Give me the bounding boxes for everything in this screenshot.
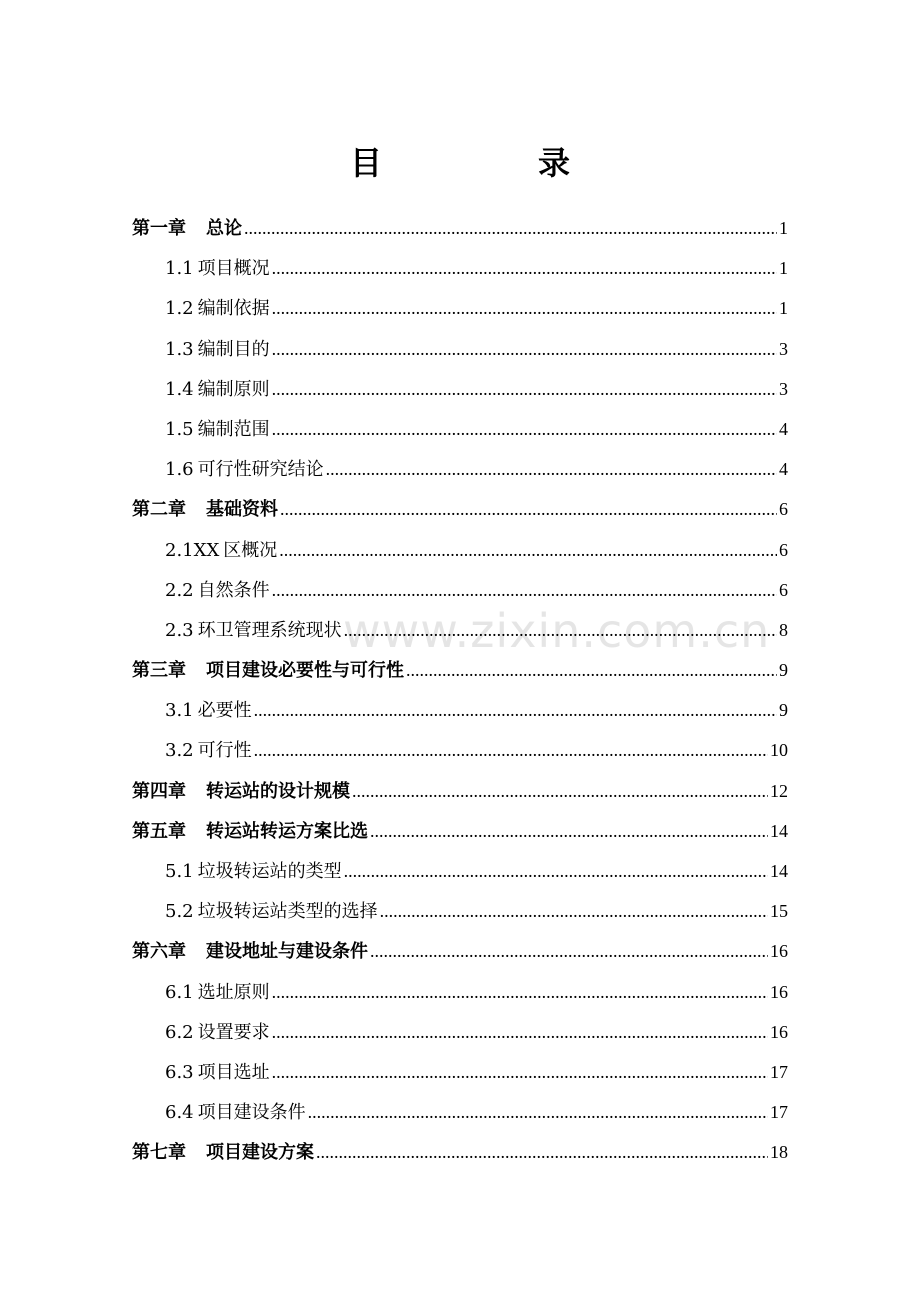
toc-page-number: 18: [770, 1142, 788, 1163]
toc-page-number: 10: [770, 740, 788, 761]
toc-entry-number: 2.1XX: [165, 539, 220, 561]
toc-dot-leader: [406, 650, 777, 690]
toc-entry-label: 选址原则: [197, 981, 270, 1003]
toc-dot-leader: [280, 489, 777, 529]
toc-page-number: 17: [770, 1061, 788, 1082]
toc-chapter-entry[interactable]: [132, 208, 788, 248]
toc-section-entry[interactable]: [132, 288, 788, 328]
toc-entry-number: 1.6: [165, 459, 194, 481]
toc-dot-leader: [370, 811, 768, 851]
toc-entry-label: 转运站的设计规模: [206, 780, 350, 802]
toc-dot-leader: [370, 931, 768, 971]
toc-section-entry[interactable]: [132, 972, 788, 1012]
toc-entry-number: 5.1: [165, 861, 194, 882]
toc-page-number: 1: [779, 218, 788, 238]
toc-dot-leader: [308, 1092, 768, 1132]
toc-dot-leader: [380, 891, 768, 931]
toc-entry-number: 6.2: [165, 1021, 194, 1043]
toc-dot-leader: [272, 369, 777, 409]
toc-page-number: 14: [770, 861, 788, 881]
toc-entry-label: 项目建设方案: [206, 1142, 314, 1164]
toc-dot-leader: [316, 1132, 768, 1172]
toc-entry-label: 项目建设条件: [197, 1102, 306, 1124]
toc-entry-number: 6.3: [165, 1061, 194, 1083]
toc-entry-label: 垃圾转运站的类型: [197, 861, 342, 882]
toc-dot-leader: [254, 690, 777, 730]
toc-entry-number: 第一章: [132, 218, 186, 239]
toc-section-entry[interactable]: [132, 730, 788, 770]
toc-section-entry[interactable]: [132, 409, 788, 449]
toc-dot-leader: [272, 329, 777, 369]
toc-page-number: 4: [779, 459, 788, 480]
toc-page-number: 12: [770, 780, 788, 801]
watermark: www.zixin.com.cn: [343, 604, 771, 658]
toc-entry-label: 环卫管理系统现状: [197, 619, 342, 641]
toc-entry-label: 项目概况: [197, 258, 270, 280]
toc-dot-leader: [272, 1052, 768, 1092]
toc-entry-number: 6.1: [165, 981, 194, 1003]
toc-section-entry[interactable]: [132, 1092, 788, 1132]
toc-entry-label: 编制范围: [197, 418, 270, 440]
toc-dot-leader: [344, 610, 777, 650]
toc-chapter-entry[interactable]: [132, 489, 788, 529]
toc-page-number: 15: [770, 901, 788, 922]
toc-entry-label: 必要性: [197, 700, 252, 722]
toc-page-number: 6: [779, 579, 788, 600]
toc-entry-label: 垃圾转运站类型的选择: [197, 901, 378, 923]
toc-chapter-entry[interactable]: [132, 650, 788, 690]
toc-section-entry[interactable]: [132, 369, 788, 409]
toc-dot-leader: [272, 1012, 768, 1052]
toc-dot-leader: [352, 771, 768, 811]
toc-entry-number: 第三章: [132, 660, 186, 682]
toc-entry-label: 建设地址与建设条件: [206, 941, 368, 963]
toc-section-entry[interactable]: [132, 690, 788, 730]
toc-entry-label: 可行性: [197, 740, 252, 762]
toc-chapter-entry[interactable]: [132, 771, 788, 811]
toc-page-number: 16: [770, 941, 788, 962]
toc-chapter-entry[interactable]: [132, 931, 788, 971]
toc-entry-number: 1.4: [165, 378, 194, 400]
toc-entry-number: 1.2: [165, 298, 194, 320]
toc-entry-label: 转运站转运方案比选: [206, 820, 368, 842]
toc-section-entry[interactable]: [132, 610, 788, 650]
toc-page-number: 17: [770, 1102, 788, 1123]
toc-chapter-entry[interactable]: [132, 811, 788, 851]
toc-dot-leader: [272, 288, 777, 328]
toc-dot-leader: [326, 449, 777, 489]
toc-section-entry[interactable]: [132, 248, 788, 288]
toc-entry-number: 6.4: [165, 1102, 194, 1124]
toc-entry-number: 1.1: [165, 258, 194, 280]
toc-dot-leader: [272, 972, 768, 1012]
table-of-contents: [132, 208, 788, 1173]
toc-entry-label: 可行性研究结论: [197, 459, 324, 481]
toc-section-entry[interactable]: [132, 530, 788, 570]
toc-entry-number: 2.2: [165, 579, 194, 601]
toc-section-entry[interactable]: [132, 449, 788, 489]
toc-entry-number: 1.3: [165, 338, 194, 360]
toc-entry-number: 第七章: [132, 1142, 186, 1164]
toc-entry-label: 总论: [206, 218, 242, 239]
toc-dot-leader: [244, 208, 777, 248]
toc-page-number: 1: [779, 298, 788, 319]
toc-entry-number: 5.2: [165, 901, 194, 923]
toc-entry-number: 第二章: [132, 499, 186, 521]
toc-section-entry[interactable]: [132, 851, 788, 891]
toc-dot-leader: [279, 530, 777, 570]
toc-section-entry[interactable]: [132, 570, 788, 610]
toc-page-number: 16: [770, 981, 788, 1002]
toc-dot-leader: [272, 570, 777, 610]
toc-entry-label: 自然条件: [197, 579, 270, 601]
toc-entry-label: 编制原则: [197, 378, 270, 400]
toc-entry-number: 3.1: [165, 700, 194, 722]
toc-entry-label: 区概况: [223, 539, 278, 561]
toc-entry-number: 第五章: [132, 820, 186, 842]
toc-entry-label: 编制依据: [197, 298, 270, 320]
toc-chapter-entry[interactable]: [132, 1132, 788, 1172]
toc-entry-number: 3.2: [165, 740, 194, 762]
toc-page-number: 4: [779, 418, 788, 439]
toc-dot-leader: [344, 851, 768, 891]
toc-page-number: 1: [779, 258, 788, 279]
toc-entry-label: 项目建设必要性与可行性: [206, 660, 404, 682]
toc-entry-label: 编制目的: [197, 338, 270, 360]
toc-entry-number: 2.3: [165, 619, 194, 641]
toc-dot-leader: [272, 248, 777, 288]
toc-page-number: 6: [779, 539, 788, 560]
toc-section-entry[interactable]: [132, 891, 788, 931]
toc-section-entry[interactable]: [132, 1012, 788, 1052]
toc-page-number: 3: [779, 378, 788, 399]
toc-dot-leader: [254, 730, 768, 770]
toc-page-number: 9: [779, 700, 788, 721]
toc-page-number: 16: [770, 1021, 788, 1042]
toc-page-number: 14: [770, 820, 788, 841]
toc-entry-number: 第六章: [132, 941, 186, 963]
toc-section-entry[interactable]: [132, 329, 788, 369]
toc-title: 目 录: [349, 144, 632, 182]
toc-entry-number: 1.5: [165, 418, 194, 440]
toc-page-number: 9: [779, 660, 788, 681]
toc-dot-leader: [272, 409, 777, 449]
toc-page-number: 8: [779, 619, 788, 640]
toc-entry-number: 第四章: [132, 780, 186, 802]
toc-entry-label: 项目选址: [197, 1061, 270, 1083]
toc-page-number: 3: [779, 338, 788, 359]
toc-entry-label: 设置要求: [197, 1021, 270, 1043]
toc-page-number: 6: [779, 499, 788, 520]
toc-entry-label: 基础资料: [206, 499, 278, 521]
toc-section-entry[interactable]: [132, 1052, 788, 1092]
